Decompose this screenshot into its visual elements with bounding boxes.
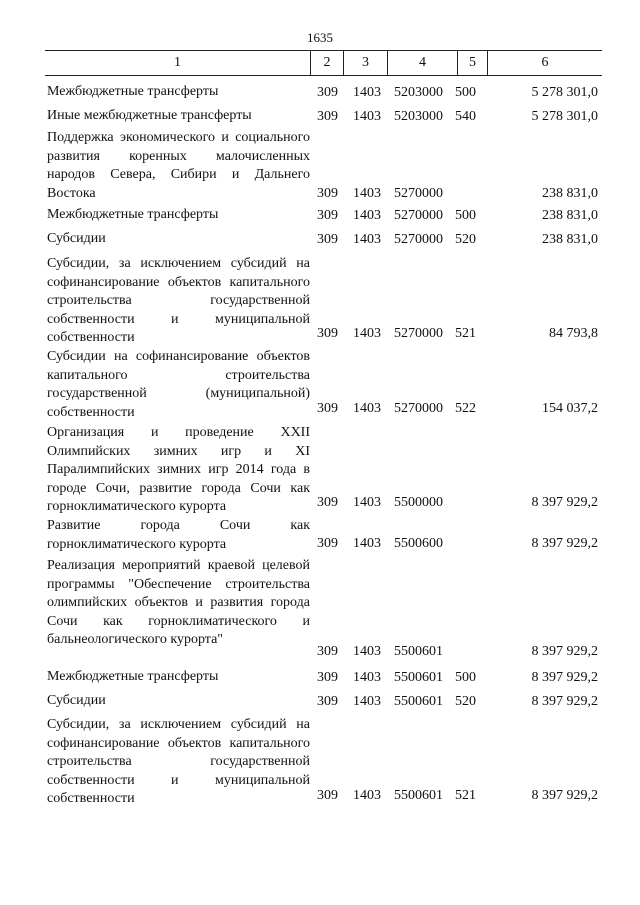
row-amount: 5 278 301,0 xyxy=(531,84,598,100)
row-code-5: 520 xyxy=(455,231,476,247)
row-code-4: 5203000 xyxy=(394,84,443,100)
row-code-2: 309 xyxy=(317,669,338,685)
row-amount: 238 831,0 xyxy=(542,231,598,247)
row-code-3: 1403 xyxy=(353,325,381,341)
row-code-4: 5500600 xyxy=(394,535,443,551)
row-code-5: 500 xyxy=(455,84,476,100)
column-header-2: 2 xyxy=(310,51,343,75)
row-code-4: 5500000 xyxy=(394,494,443,510)
row-code-5: 520 xyxy=(455,693,476,709)
row-code-2: 309 xyxy=(317,643,338,659)
row-code-5: 522 xyxy=(455,400,476,416)
row-code-4: 5270000 xyxy=(394,231,443,247)
row-code-5: 540 xyxy=(455,108,476,124)
row-code-2: 309 xyxy=(317,400,338,416)
row-code-4: 5270000 xyxy=(394,400,443,416)
column-header-3: 3 xyxy=(343,51,387,75)
row-code-5: 500 xyxy=(455,669,476,685)
row-code-2: 309 xyxy=(317,325,338,341)
row-code-2: 309 xyxy=(317,231,338,247)
row-name: Реализация мероприятий краевой целевой программы "Обеспечение строительства олимпийских объектов и развития города Сочи как горноклиматического и бальнеологического курорта" xyxy=(47,558,310,647)
row-amount: 84 793,8 xyxy=(549,325,598,341)
row-code-2: 309 xyxy=(317,693,338,709)
table-row xyxy=(45,557,602,661)
table-row xyxy=(45,107,602,126)
row-code-3: 1403 xyxy=(353,643,381,659)
row-name: Субсидии на софинансирование объектов капитального строительства государственной (муниципальной) собственности xyxy=(47,349,310,420)
row-amount: 8 397 929,2 xyxy=(531,787,598,803)
row-code-2: 309 xyxy=(317,108,338,124)
row-amount: 238 831,0 xyxy=(542,207,598,223)
column-header-1: 1 xyxy=(174,55,181,70)
row-code-2: 309 xyxy=(317,185,338,201)
row-code-4: 5500601 xyxy=(394,787,443,803)
table-row xyxy=(45,83,602,102)
row-name: Развитие города Сочи как горноклиматического курорта xyxy=(47,518,310,552)
row-amount: 8 397 929,2 xyxy=(531,669,598,685)
row-name: Межбюджетные трансферты xyxy=(47,669,219,684)
row-code-3: 1403 xyxy=(353,84,381,100)
row-code-4: 5500601 xyxy=(394,693,443,709)
row-code-2: 309 xyxy=(317,494,338,510)
row-code-3: 1403 xyxy=(353,669,381,685)
row-code-3: 1403 xyxy=(353,787,381,803)
row-code-2: 309 xyxy=(317,787,338,803)
table-row xyxy=(45,517,602,553)
table-row xyxy=(45,129,602,203)
table-row xyxy=(45,716,602,805)
row-name: Межбюджетные трансферты xyxy=(47,207,219,222)
row-code-2: 309 xyxy=(317,84,338,100)
row-name: Субсидии, за исключением субсидий на софинансирование объектов капитального строительства государственной собственности и муниципальной собственности xyxy=(47,717,310,806)
row-code-4: 5500601 xyxy=(394,643,443,659)
row-name: Иные межбюджетные трансферты xyxy=(47,108,252,123)
row-code-5: 521 xyxy=(455,787,476,803)
row-amount: 8 397 929,2 xyxy=(531,535,598,551)
row-name: Субсидии, за исключением субсидий на софинансирование объектов капитального строительства государственной собственности и муниципальной собственности xyxy=(47,256,310,345)
row-code-5: 521 xyxy=(455,325,476,341)
table-row xyxy=(45,692,602,711)
column-header-6: 6 xyxy=(487,51,602,75)
row-code-5: 500 xyxy=(455,207,476,223)
row-code-2: 309 xyxy=(317,535,338,551)
row-code-3: 1403 xyxy=(353,207,381,223)
row-code-3: 1403 xyxy=(353,231,381,247)
table-header xyxy=(45,50,602,76)
row-amount: 8 397 929,2 xyxy=(531,494,598,510)
row-name: Организация и проведение XXII Олимпийских зимних игр и XI Паралимпийских зимних игр 2014 года в городе Сочи, развитие города Сочи как горноклиматического курорта xyxy=(47,425,310,514)
row-code-4: 5500601 xyxy=(394,669,443,685)
row-amount: 8 397 929,2 xyxy=(531,693,598,709)
row-name: Субсидии xyxy=(47,231,106,246)
row-code-4: 5270000 xyxy=(394,325,443,341)
table-row xyxy=(45,348,602,418)
table-row xyxy=(45,668,602,687)
row-amount: 238 831,0 xyxy=(542,185,598,201)
row-code-4: 5270000 xyxy=(394,185,443,201)
table-row xyxy=(45,206,602,225)
table-row xyxy=(45,424,602,512)
table-row xyxy=(45,255,602,343)
row-amount: 154 037,2 xyxy=(542,400,598,416)
row-code-3: 1403 xyxy=(353,535,381,551)
row-code-3: 1403 xyxy=(353,494,381,510)
column-header-5: 5 xyxy=(457,51,487,75)
row-code-3: 1403 xyxy=(353,400,381,416)
row-code-4: 5270000 xyxy=(394,207,443,223)
row-amount: 5 278 301,0 xyxy=(531,108,598,124)
row-code-4: 5203000 xyxy=(394,108,443,124)
row-name: Поддержка экономического и социального развития коренных малочисленных народов Севера, Сибири и Дальнего Востока xyxy=(47,130,310,201)
column-header-4: 4 xyxy=(387,51,457,75)
row-name: Межбюджетные трансферты xyxy=(47,84,219,99)
row-code-3: 1403 xyxy=(353,693,381,709)
row-amount: 8 397 929,2 xyxy=(531,643,598,659)
row-code-3: 1403 xyxy=(353,108,381,124)
page-number: 1635 xyxy=(307,30,333,45)
row-code-3: 1403 xyxy=(353,185,381,201)
row-name: Субсидии xyxy=(47,693,106,708)
table-row xyxy=(45,230,602,249)
row-code-2: 309 xyxy=(317,207,338,223)
